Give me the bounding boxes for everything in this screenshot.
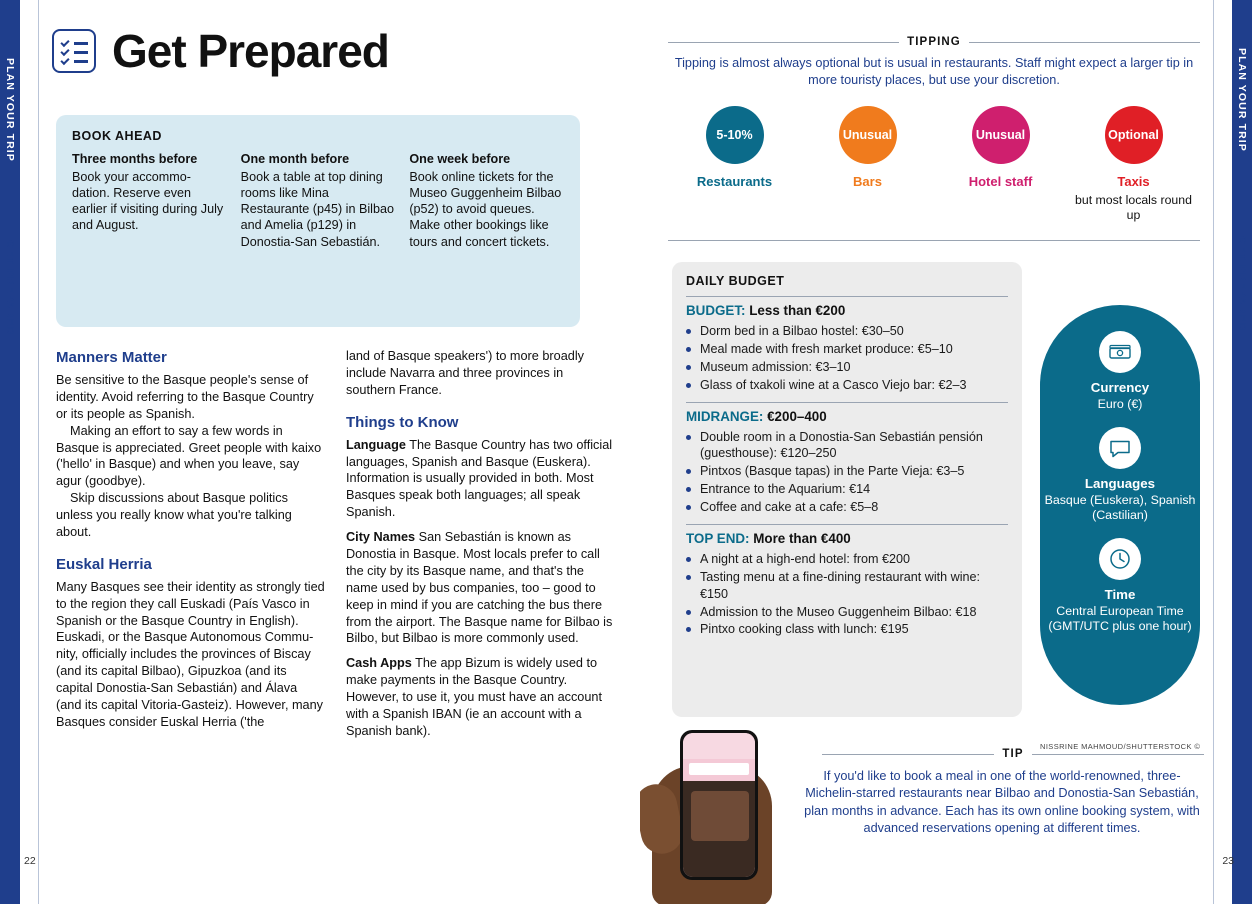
tipping-item bbox=[801, 106, 934, 224]
left-tab-plan-your-trip: PLAN YOUR TRIP bbox=[4, 58, 16, 162]
city-names-label: City Names bbox=[346, 530, 416, 545]
page-title: Get Prepared bbox=[112, 25, 389, 77]
daily-budget-box bbox=[672, 262, 1022, 717]
budget-section bbox=[686, 296, 1008, 394]
fact-text: Central European Time (GMT/UTC plus one hour) bbox=[1048, 603, 1192, 633]
euskal-herria-heading: Euskal Herria bbox=[56, 555, 152, 573]
tipping-header bbox=[668, 36, 1200, 48]
tipping-item bbox=[1067, 106, 1200, 224]
budget-amount: €200–400 bbox=[767, 408, 827, 424]
column-continuation: land of Basque speakers') to more broadly include Navarra and three provinces in southern France. bbox=[346, 349, 584, 397]
book-ahead-heading: BOOK AHEAD bbox=[72, 129, 162, 143]
phone-photo-area bbox=[683, 781, 755, 877]
right-tab-plan-your-trip: PLAN YOUR TRIP bbox=[1236, 48, 1248, 152]
page-number-right: 23 bbox=[1222, 855, 1234, 867]
manners-paragraph-1: Be sensitive to the Basque people's sense of identity. Avoid referring to the Basque Country or its people as Spanish. bbox=[56, 372, 314, 421]
budget-item: A night at a high-end hotel: from €200 bbox=[686, 551, 1008, 568]
book-ahead-col-heading: One month before bbox=[240, 152, 350, 166]
budget-tier: BUDGET: bbox=[686, 303, 746, 318]
banknotes-icon bbox=[1099, 331, 1141, 373]
fact-item-languages bbox=[1040, 427, 1200, 524]
city-names-paragraph bbox=[346, 529, 616, 647]
phone-illustration bbox=[680, 730, 758, 880]
budget-section-header bbox=[686, 531, 1008, 546]
language-label: Language bbox=[346, 437, 406, 452]
rule-left bbox=[668, 42, 899, 43]
budget-item: Double room in a Donostia-San Sebastián pensión (guesthouse): €120–250 bbox=[686, 429, 1008, 463]
budget-item: Coffee and cake at a cafe: €5–8 bbox=[686, 499, 1008, 516]
budget-amount: Less than €200 bbox=[749, 303, 846, 318]
daily-budget-heading: DAILY BUDGET bbox=[686, 274, 785, 288]
manners-paragraph-3: Skip discussions about Basque politics unless you really know what you're talking about. bbox=[56, 491, 292, 539]
manners-heading: Manners Matter bbox=[56, 349, 167, 366]
page-number-left: 22 bbox=[24, 855, 36, 867]
tip-heading: TIP bbox=[1002, 748, 1024, 760]
section-divider bbox=[668, 240, 1200, 241]
tipping-badge: Optional bbox=[1105, 106, 1163, 164]
budget-tier: TOP END: bbox=[686, 530, 750, 546]
key-facts-panel bbox=[1040, 305, 1200, 705]
tipping-item bbox=[668, 106, 801, 224]
book-ahead-box bbox=[56, 115, 580, 327]
tipping-items bbox=[668, 106, 1200, 224]
left-tab-get-prepared: GET PREPARED bbox=[4, 240, 16, 336]
budget-item: Admission to the Museo Guggenheim Bilbao: €18 bbox=[686, 604, 1008, 621]
book-ahead-col-text: Book your accommo-dation. Reserve even earlier if visiting during July and August. bbox=[72, 170, 224, 233]
tipping-label: Restaurants bbox=[696, 174, 773, 189]
cash-apps-paragraph bbox=[346, 655, 616, 739]
tipping-badge: Unusual bbox=[839, 106, 897, 164]
budget-tier: MIDRANGE: bbox=[686, 408, 764, 424]
tipping-badge: 5-10% bbox=[706, 106, 764, 164]
budget-section-header bbox=[686, 303, 1008, 318]
tipping-heading: TIPPING bbox=[907, 36, 961, 48]
tip-text: If you'd like to book a meal in one of the world-renowned, three-Michelin-starred restaurants near Bilbao and Donostia-San Sebastián, plan months in advance. Each has its own online booking system, with advanced reservations opening at different times. bbox=[804, 769, 1200, 835]
budget-item: Museum admission: €3–10 bbox=[686, 359, 1008, 376]
fact-item-time bbox=[1040, 538, 1200, 635]
tipping-intro: Tipping is almost always optional but is usual in restaurants. Staff might expect a larger tip in more touristy places, but use your discretion. bbox=[674, 56, 1194, 88]
budget-item: Entrance to the Aquarium: €14 bbox=[686, 481, 1008, 498]
things-to-know-heading: Things to Know bbox=[346, 413, 459, 431]
budget-section bbox=[686, 524, 1008, 638]
rule-left bbox=[822, 754, 994, 755]
phone-screen bbox=[683, 733, 755, 877]
budget-item: Meal made with fresh market produce: €5–10 bbox=[686, 341, 1008, 358]
phone-booking-row bbox=[689, 763, 749, 775]
fact-item-currency bbox=[1040, 331, 1200, 413]
budget-list bbox=[686, 551, 1008, 638]
budget-item: Tasting menu at a fine-dining restaurant with wine: €150 bbox=[686, 569, 1008, 603]
budget-amount: More than €400 bbox=[753, 530, 851, 546]
budget-item: Glass of txakoli wine at a Casco Viejo bar: €2–3 bbox=[686, 377, 1008, 394]
tipping-label: Bars bbox=[853, 174, 882, 189]
tipping-note: but most locals round up bbox=[1075, 193, 1192, 223]
book-ahead-column bbox=[241, 151, 396, 250]
speech-bubble-icon bbox=[1099, 427, 1141, 469]
manners-paragraph-2: Making an effort to say a few words in Basque is appreciated. Greet people with kaixo ('hello' in Basque) and when you leave, say agur (goodbye). bbox=[56, 423, 322, 489]
fact-title: Time bbox=[1104, 586, 1136, 602]
book-ahead-col-heading: One week before bbox=[409, 152, 511, 166]
book-ahead-column bbox=[72, 151, 227, 250]
rule-right bbox=[1032, 754, 1204, 755]
body-columns bbox=[56, 348, 616, 740]
language-paragraph bbox=[346, 437, 616, 521]
phone-photo bbox=[640, 726, 815, 904]
rule-right bbox=[969, 42, 1200, 43]
tip-header bbox=[822, 748, 1204, 760]
language-text: The Basque Country has two official languages, Spanish and Basque (Euskera). Information is usually provided in both. Most Basques speak both languages; all speak Spanish. bbox=[346, 437, 613, 520]
title-row bbox=[52, 25, 389, 77]
budget-item: Pintxos (Basque tapas) in the Parte Vieja: €3–5 bbox=[686, 463, 1008, 480]
cash-apps-label: Cash Apps bbox=[346, 656, 412, 671]
tipping-label: Taxis bbox=[1117, 174, 1150, 189]
clock-icon bbox=[1099, 538, 1141, 580]
right-tab-get-prepared: GET PREPARED bbox=[1236, 236, 1248, 332]
budget-section bbox=[686, 402, 1008, 516]
city-names-text: San Sebastián is known as Donostia in Basque. Most locals prefer to call the city by its Basque name, and that's the name used by bus companies, too – good to keep in mind if you are catching the bus there from the airport. The Basque name for Bilbao is Bilbo, but Bilbao is more commonly used. bbox=[346, 530, 613, 646]
tipping-item bbox=[934, 106, 1067, 224]
tipping-label: Hotel staff bbox=[968, 174, 1033, 189]
right-side-tab bbox=[1232, 0, 1252, 904]
fact-text: Basque (Euskera), Spanish (Castilian) bbox=[1044, 492, 1196, 522]
fact-title: Currency bbox=[1090, 380, 1150, 395]
book-ahead-column bbox=[409, 151, 564, 250]
budget-section-header bbox=[686, 409, 1008, 424]
right-margin-rule bbox=[1213, 0, 1214, 904]
book-ahead-col-text: Book a table at top dining rooms like Mina Restaurante (p45) in Bilbao and Amelia (p129) in Donostia-San Sebastián. bbox=[240, 170, 394, 249]
body-column-1 bbox=[56, 348, 326, 740]
fact-title: Languages bbox=[1084, 475, 1156, 491]
tipping-badge: Unusual bbox=[972, 106, 1030, 164]
book-ahead-col-text: Book online tickets for the Museo Guggenheim Bilbao (p52) to avoid queues. Make other bookings like tours and concert tickets. bbox=[409, 170, 562, 249]
fact-text: Euro (€) bbox=[1097, 397, 1143, 411]
left-side-tab bbox=[0, 0, 20, 904]
checklist-icon bbox=[52, 29, 96, 73]
cash-apps-text: The app Bizum is widely used to make payments in the Basque Country. However, to use it, you must have an account with a Spanish IBAN (ie an account with a Spanish bank). bbox=[346, 656, 603, 738]
left-page bbox=[24, 0, 631, 904]
book-ahead-col-heading: Three months before bbox=[72, 152, 198, 166]
phone-app-header bbox=[683, 733, 755, 759]
euskal-herria-paragraph: Many Basques see their identity as strongly tied to the region they call Euskadi (País Vasco in Spanish or the Basque Country in English). Euskadi, or the Basque Autonomous Commu-nity, officially includes the provinces of Biscay (and its capital Bilbao), Gipuzkoa (and its capital Donostia-San Sebastián) and Álava (and its capital Vitoria-Gasteiz). However, many Basques consider Euskal Herria ('the bbox=[56, 579, 325, 729]
budget-item: Pintxo cooking class with lunch: €195 bbox=[686, 621, 1008, 638]
body-column-2 bbox=[346, 348, 616, 740]
photo-credit: NISSRINE MAHMOUD/SHUTTERSTOCK © bbox=[1040, 742, 1201, 751]
budget-list bbox=[686, 429, 1008, 516]
budget-list bbox=[686, 323, 1008, 394]
left-margin-rule bbox=[38, 0, 39, 904]
budget-item: Dorm bed in a Bilbao hostel: €30–50 bbox=[686, 323, 1008, 340]
